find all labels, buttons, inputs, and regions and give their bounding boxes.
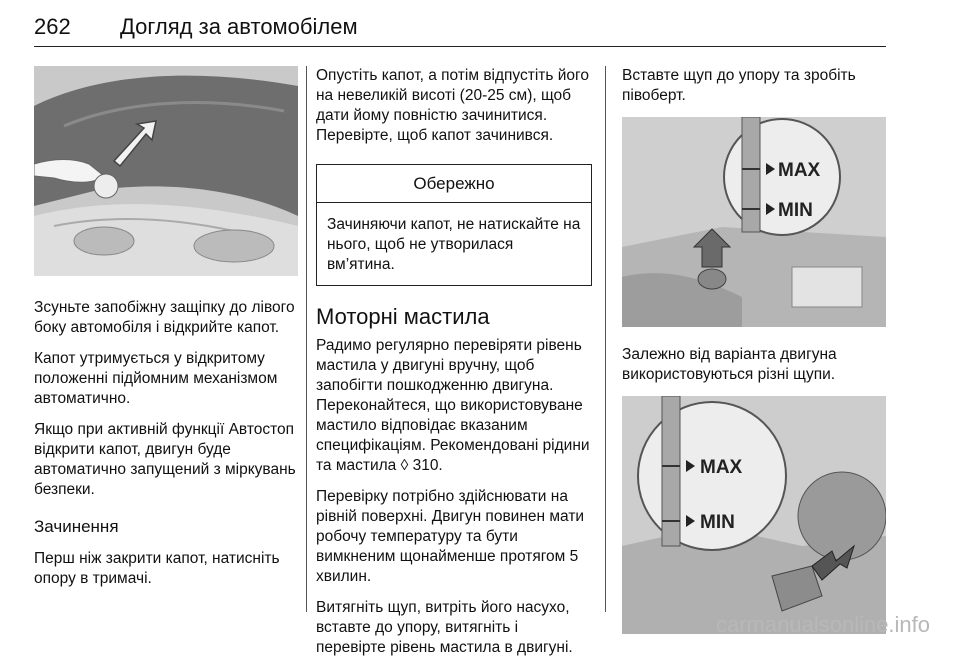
min-label: MIN <box>700 512 735 533</box>
paragraph: Опустіть капот, а потім відпустіть його на невеликій висоті (20-25 см), щоб дати йому повністю зачинитися. Перевірте, щоб капот зачинився. <box>316 67 589 144</box>
paragraph: Вставте щуп до упору та зробіть півоберт. <box>622 67 856 104</box>
page-header <box>34 12 886 47</box>
column-right <box>622 66 886 634</box>
hood-open-illustration <box>34 66 298 276</box>
column-divider <box>306 66 307 612</box>
paragraph: Якщо при активній функції Автостоп відкрити капот, двигун буде автоматично запущений з міркувань безпеки. <box>34 421 296 498</box>
paragraph: Залежно від варіанта двигуна використовуються різні щупи. <box>622 346 837 383</box>
paragraph: Перевірку потрібно здійснювати на рівній поверхні. Двигун повинен мати робочу температуру та бути вимкненим щонайменше протягом 5 хвилин. <box>316 488 585 585</box>
page-number: 262 <box>34 14 71 39</box>
column-divider <box>605 66 606 612</box>
max-label: MAX <box>700 457 743 478</box>
min-label: MIN <box>778 200 813 221</box>
column-middle <box>316 66 592 669</box>
column-left <box>34 66 298 600</box>
paragraph: Капот утримується у відкритому положенні підйомним механізмом автоматично. <box>34 350 278 407</box>
watermark: carmanualsonline.info <box>716 612 931 637</box>
max-label: MAX <box>778 160 821 181</box>
paragraph: Витягніть щуп, витріть його насухо, вставте до упору, витягніть і перевірте рівень мастила в двигуні. <box>316 599 573 656</box>
subheading-closing: Зачинення <box>34 517 119 536</box>
caution-text: Зачиняючи капот, не натискайте на нього, щоб не утворилася вм’ятина. <box>327 216 581 273</box>
section-heading-engine-oil: Моторні мастила <box>316 304 490 329</box>
paragraph: Зсуньте запобіжну защіпку до лівого боку автомобіля і відкрийте капот. <box>34 299 295 336</box>
section-title: Догляд за автомобілем <box>120 14 358 39</box>
paragraph: Радимо регулярно перевіряти рівень мастила у двигуні вручну, щоб запобігти пошкодженню двигуна. Переконайтеся, що використовуване мастило відповідає вказаним специфікаціям. Рекомендовані рідини та мастила ◊ 310. <box>316 337 590 474</box>
paragraph: Перш ніж закрити капот, натисніть опору в тримачі. <box>34 550 280 587</box>
caution-box <box>316 164 592 286</box>
caution-title: Обережно <box>317 165 591 203</box>
dipstick-illustration-2 <box>622 396 886 634</box>
dipstick-illustration-1 <box>622 117 886 327</box>
